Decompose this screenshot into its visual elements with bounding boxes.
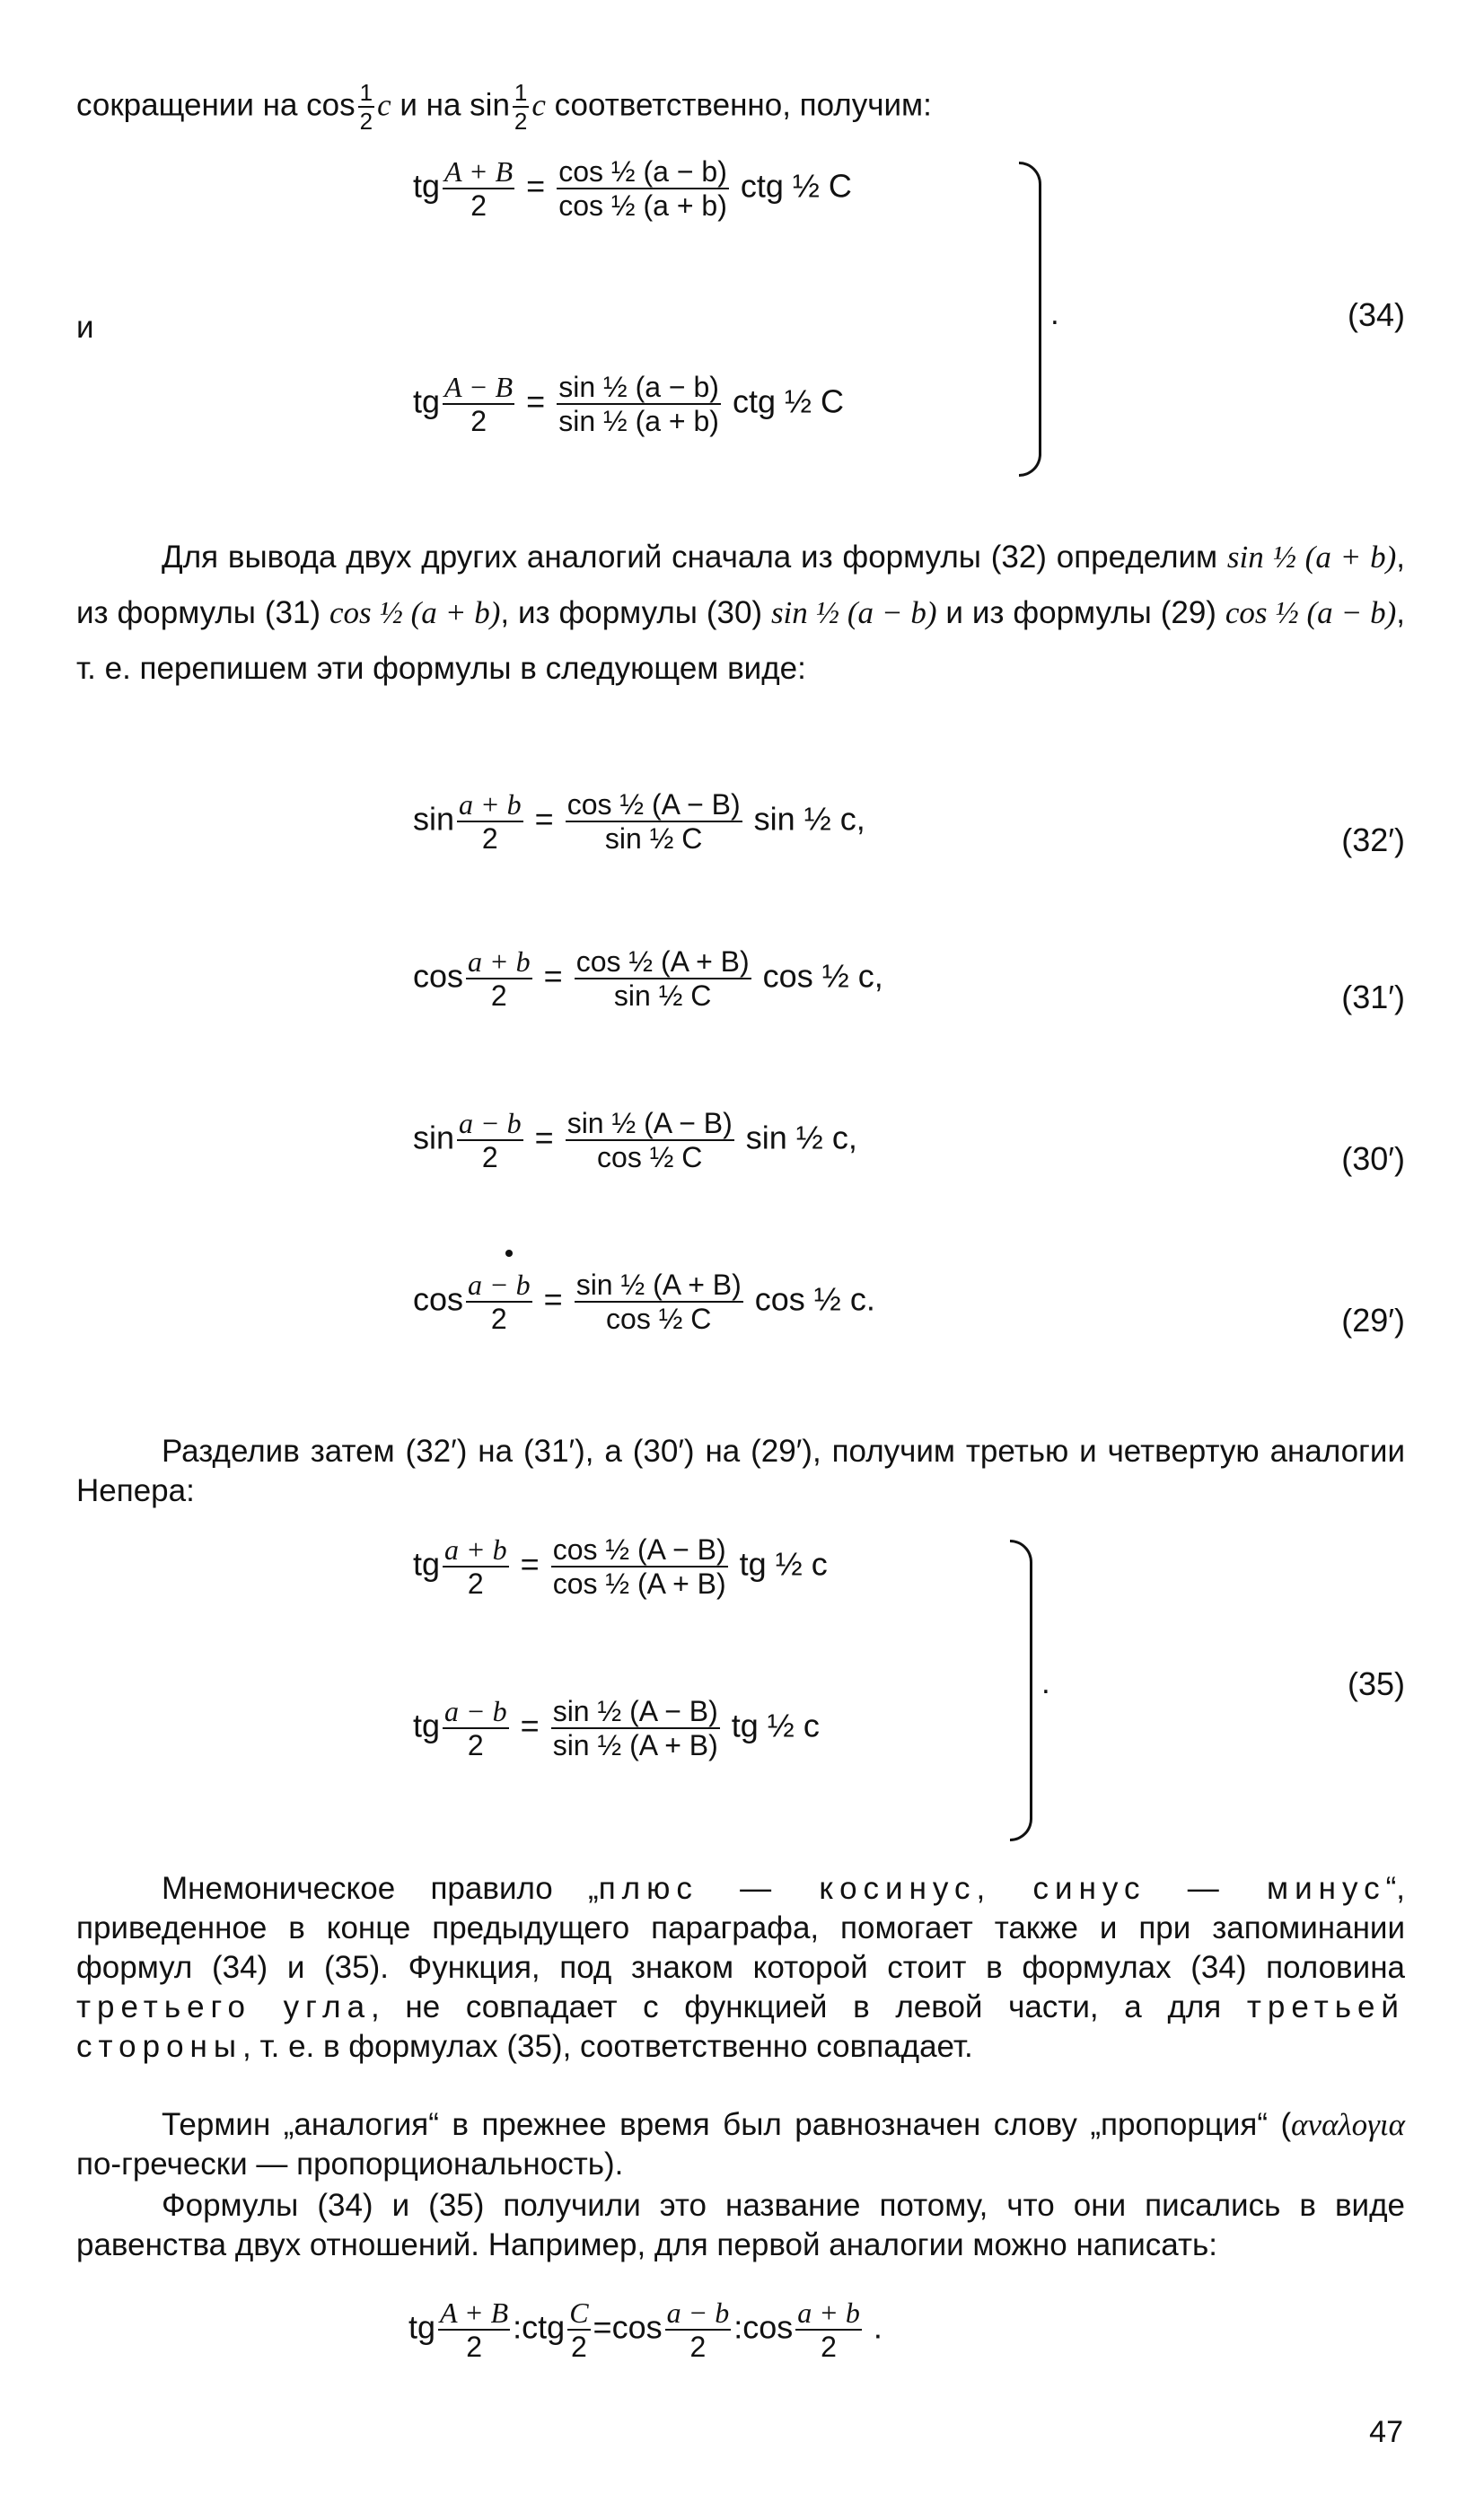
paragraph-2: Для вывода двух других аналогий сначала из формулы (32) определим sin ½ (a + b), из формулы (31) cos ½ (a + b), из формулы (30) sin ½ (a − b) и из формулы (29) cos ½ (a − b), т. е. перепишем эти формулы в следующем виде: [76,540,1406,686]
conjunction-and: и [76,310,94,345]
equation-32p: sin $\frac{a + b}{2}$ = $\frac{\text{cos ½ (A − B)}}{\text{sin ½ C}}$ sin ½ c, [413,788,865,855]
intro-line [76,81,1405,133]
right-brace [1010,1540,1032,1841]
half-fraction: $\frac{1}{2}$ [359,79,373,135]
stray-dot [505,1250,513,1257]
label-34: (34) [1347,296,1405,333]
brace-dot: . [1050,296,1059,331]
var-c: c [531,87,546,123]
right-brace [1019,162,1041,477]
brace-dot: . [1041,1665,1050,1700]
label-31p: (31′) [1341,979,1405,1015]
intro-text: соответственно, получим: [545,87,932,123]
label-29p: (29′) [1341,1302,1405,1339]
intro-text: и на [400,87,470,123]
sin-fn: sin [470,87,510,123]
label-32p: (32′) [1341,821,1405,858]
equation-34-line1: tg $\frac{A + B}{2}$ = $\frac{\text{cos ½ (a − b)}}{\text{cos ½ (a + b)}}$ ctg ½ C [413,155,852,222]
cos-fn: cos [306,87,356,123]
equation-29p: cos $\frac{a - b}{2}$ = $\frac{\text{sin ½ (A + B)}}{\text{cos ½ C}}$ cos ½ c. [413,1269,875,1335]
var-c: c [377,87,391,123]
equation-35-line2: tg $\frac{a - b}{2}$ = $\frac{\text{sin ½ (A − B)}}{\text{sin ½ (A + B)}}$ tg ½ c [413,1695,820,1761]
intro-text: сокращении на [76,87,307,123]
paragraph-4: Мнемоническое правило „плюс — косинус, синус — минус“, приведенное в конце предыдущего параграфа, помогает также и при запоминании формул (34) и (35). Функция, под знаком которой стоит в формулах (34) половина третьего угла, не совпадает с функцией в левой части, а для третьей стороны, т. е. в формулах (35), соответственно совпадает. [76,1871,1405,2064]
equation-34-line2: tg $\frac{A - B}{2}$ = $\frac{\text{sin ½ (a − b)}}{\text{sin ½ (a + b)}}$ ctg ½ C [413,371,845,437]
paragraph-3: Разделив затем (32′) на (31′), а (30′) на (29′), получим третью и четвертую аналогии Непера: [76,1434,1405,1508]
paragraph-5: Термин „аналогия“ в прежнее время был равнозначен слову „пропорция“ (αναλογια по-гречески — пропорциональность). [76,2107,1405,2182]
final-equation: tg $\frac{A + B}{2}$ :ctg $\frac{C}{2}$ =cos $\frac{a - b}{2}$ :cos $\frac{a + b}{2}$ . [408,2296,882,2363]
equation-35-line1: tg $\frac{a + b}{2}$ = $\frac{\text{cos ½ (A − B)}}{\text{cos ½ (A + B)}}$ tg ½ c [413,1533,828,1600]
label-30p: (30′) [1341,1140,1405,1177]
paragraph-6: Формулы (34) и (35) получили это название потому, что они писались в виде равенства двух отношений. Например, для первой аналогии можно написать: [76,2188,1405,2262]
equation-30p: sin $\frac{a - b}{2}$ = $\frac{\text{sin ½ (A − B)}}{\text{cos ½ C}}$ sin ½ c, [413,1107,857,1173]
half-fraction: $\frac{1}{2}$ [514,79,528,135]
page-number: 47 [1369,2415,1403,2449]
equation-31p: cos $\frac{a + b}{2}$ = $\frac{\text{cos ½ (A + B)}}{\text{sin ½ C}}$ cos ½ c, [413,945,883,1012]
label-35: (35) [1347,1665,1405,1702]
